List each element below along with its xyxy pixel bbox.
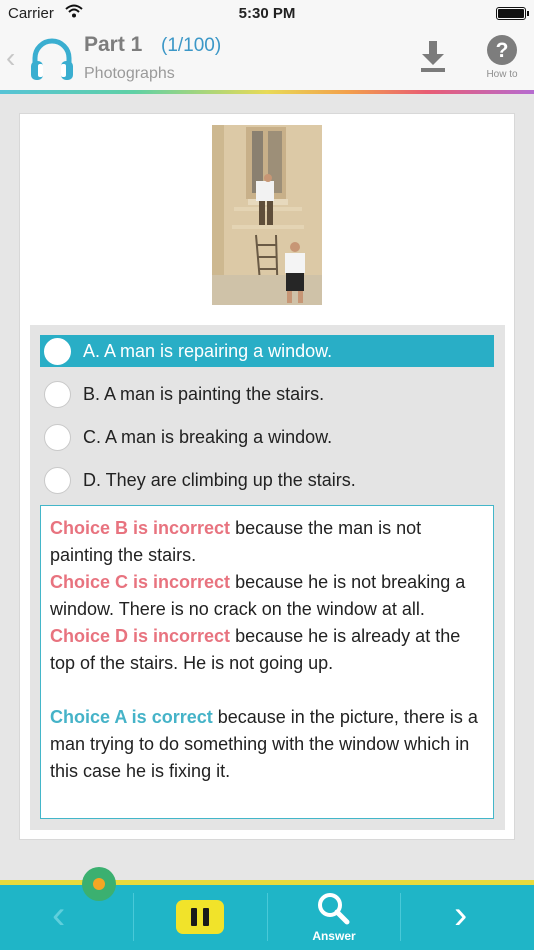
- spacer: [50, 677, 484, 704]
- choice-b[interactable]: [40, 378, 494, 410]
- status-bar: [0, 0, 534, 28]
- back-chevron-icon[interactable]: ‹: [6, 42, 16, 73]
- incorrect-tag: Choice D is incorrect: [50, 626, 231, 646]
- explanation-d: [50, 623, 484, 677]
- explanation-c: [50, 569, 484, 623]
- explanation-box: [40, 505, 494, 819]
- help-icon: [486, 34, 518, 66]
- radio-button[interactable]: [44, 338, 71, 365]
- search-icon: [315, 891, 353, 927]
- download-icon[interactable]: [418, 39, 448, 78]
- correct-tag: Choice A is correct: [50, 707, 213, 727]
- choice-c[interactable]: [40, 421, 494, 453]
- choice-label: B. A man is painting the stairs.: [83, 383, 325, 404]
- headphones-icon: [28, 34, 76, 87]
- pause-icon: [203, 908, 209, 926]
- header-divider: [0, 90, 534, 94]
- question-progress: (1/100): [161, 35, 222, 56]
- answer-button[interactable]: [302, 891, 366, 943]
- toolbar-divider: [400, 893, 401, 941]
- choice-d[interactable]: [40, 464, 494, 496]
- audio-progress-knob[interactable]: [82, 867, 116, 901]
- explanation-b: [50, 515, 484, 569]
- pause-icon: [191, 908, 197, 926]
- how-to-button[interactable]: [482, 34, 522, 80]
- choice-label: D. They are climbing up the stairs.: [83, 469, 356, 490]
- explanation-text: because in the picture, there is a man trying to do something with the window which in this case he is fixing it.: [50, 707, 478, 781]
- answer-label: Answer: [312, 929, 356, 943]
- next-chevron-icon[interactable]: ›: [454, 893, 468, 937]
- pause-button[interactable]: [176, 900, 224, 934]
- page-title: Part 1: [84, 33, 143, 56]
- radio-button[interactable]: [44, 424, 71, 451]
- battery-icon: [496, 7, 526, 20]
- clock: 5:30 PM: [238, 5, 296, 22]
- nav-header: [0, 28, 534, 90]
- choice-label: A. A man is repairing a window.: [83, 340, 333, 361]
- incorrect-tag: Choice C is incorrect: [50, 572, 231, 592]
- explanation-text: because he is not breaking a window. There is no crack on the window at all.: [50, 572, 466, 619]
- prev-chevron-icon[interactable]: ‹: [52, 893, 66, 937]
- explanation-a: [50, 704, 484, 785]
- choice-a[interactable]: [40, 335, 494, 367]
- explanation-text: because the man is not painting the stairs.: [50, 518, 422, 565]
- radio-button[interactable]: [44, 467, 71, 494]
- how-to-label: How to: [486, 69, 518, 80]
- toolbar-divider: [267, 893, 268, 941]
- answer-panel: [30, 325, 505, 830]
- question-card: [19, 113, 515, 840]
- toolbar-divider: [133, 893, 134, 941]
- explanation-text: because he is already at the top of the stairs. He is not going up.: [50, 626, 461, 673]
- section-subtitle: Photographs: [84, 65, 175, 82]
- choice-label: C. A man is breaking a window.: [83, 426, 333, 447]
- question-photo: [212, 125, 322, 305]
- bottom-toolbar: [0, 885, 534, 950]
- carrier-label: Carrier: [8, 5, 54, 22]
- incorrect-tag: Choice B is incorrect: [50, 518, 231, 538]
- svg-text:?: ?: [495, 39, 509, 62]
- radio-button[interactable]: [44, 381, 71, 408]
